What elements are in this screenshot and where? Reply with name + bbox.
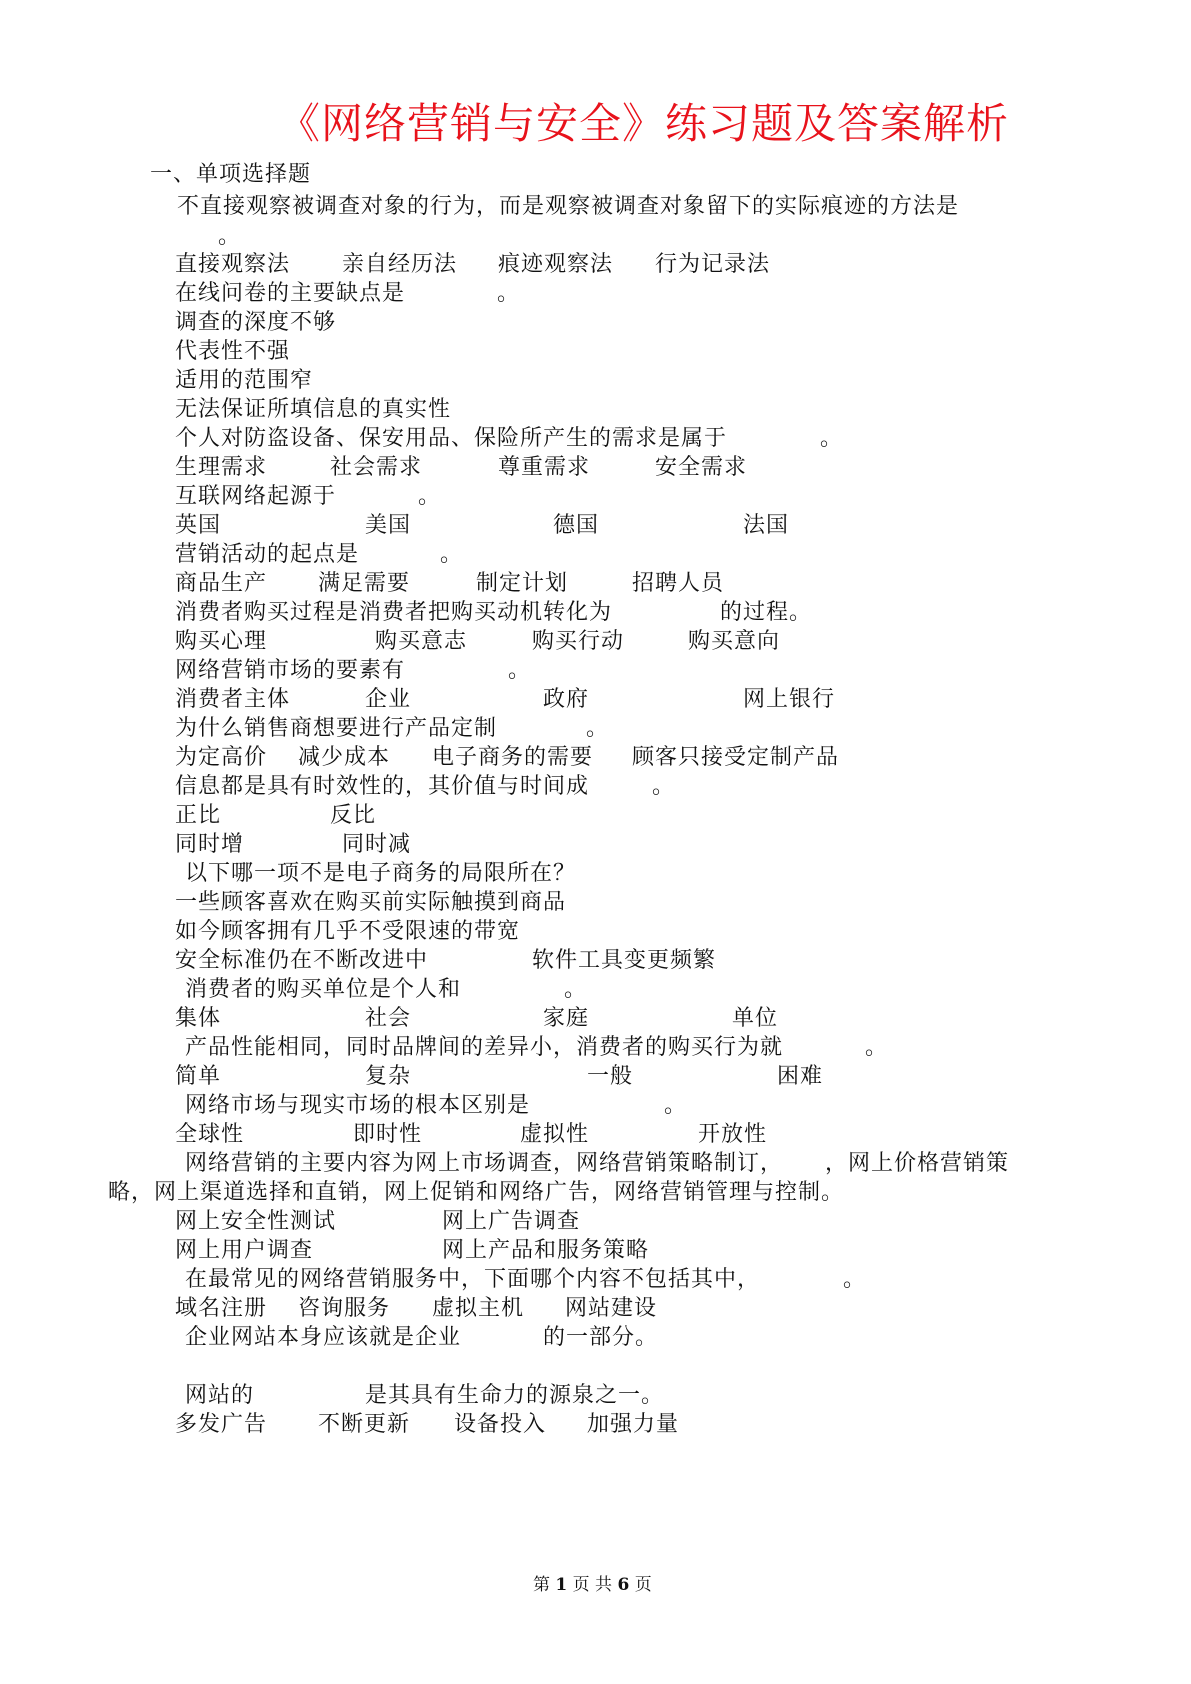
q8-option-d: 顾客只接受定制产品 <box>632 745 840 770</box>
q1-option-c: 痕迹观察法 <box>498 252 614 277</box>
q6-option-c: 购买行动 <box>532 629 625 654</box>
q14-option-c: 网上用户调查 <box>175 1238 314 1263</box>
question-10: 以下哪一项不是电子商务的局限所在？ <box>185 861 577 886</box>
q9-option-a: 正比 <box>175 803 222 828</box>
q1-option-a: 直接观察法 <box>175 252 291 277</box>
q14-option-d: 网上产品和服务策略 <box>442 1238 650 1263</box>
q8-option-c: 电子商务的需要 <box>432 745 594 770</box>
q6-option-b: 购买意志 <box>375 629 468 654</box>
q17-option-a: 多发广告 <box>175 1412 268 1437</box>
question-12: 产品性能相同，同时品牌间的差异小，消费者的购买行为就 <box>185 1035 784 1060</box>
footer-suffix: 页 <box>634 1575 652 1595</box>
q5-option-d: 招聘人员 <box>632 571 725 596</box>
q5-option-c: 制定计划 <box>476 571 569 596</box>
question-5: 营销活动的起点是 <box>175 542 360 567</box>
q10-option-b: 如今顾客拥有几乎不受限速的带宽 <box>175 919 521 944</box>
q7-option-d: 网上银行 <box>743 687 836 712</box>
question-12-end: 。 <box>865 1035 889 1060</box>
q10-option-d: 软件工具变更频繁 <box>532 948 717 973</box>
question-14: 网络营销的主要内容为网上市场调查，网络营销策略制订， <box>185 1151 784 1176</box>
q11-option-c: 家庭 <box>543 1006 590 1031</box>
footer-prefix: 第 <box>533 1575 550 1595</box>
question-13-end: 。 <box>664 1093 688 1118</box>
q11-option-b: 社会 <box>365 1006 412 1031</box>
q4-option-c: 德国 <box>553 513 600 538</box>
q9-option-b: 反比 <box>330 803 377 828</box>
q1-option-b: 亲自经历法 <box>342 252 458 277</box>
q12-option-d: 困难 <box>777 1064 824 1089</box>
q17-option-d: 加强力量 <box>587 1412 680 1437</box>
question-7-end: 。 <box>508 658 532 683</box>
question-11: 消费者的购买单位是个人和 <box>185 977 462 1002</box>
question-3-end: 。 <box>820 426 844 451</box>
question-11-end: 。 <box>564 977 588 1002</box>
question-15: 在最常见的网络营销服务中，下面哪个内容不包括其中， <box>185 1267 761 1292</box>
q2-option-a: 调查的深度不够 <box>175 310 337 335</box>
q6-option-a: 购买心理 <box>175 629 268 654</box>
q10-option-c: 安全标准仍在不断改进中 <box>175 948 429 973</box>
q14-option-a: 网上安全性测试 <box>175 1209 337 1234</box>
q13-option-c: 虚拟性 <box>520 1122 590 1147</box>
q15-option-c: 虚拟主机 <box>432 1296 525 1321</box>
question-9: 信息都是具有时效性的，其价值与时间成 <box>175 774 590 799</box>
question-16-end: 的一部分。 <box>543 1325 659 1350</box>
section-heading: 一、单项选择题 <box>150 162 312 187</box>
question-14-line-2: 略，网上渠道选择和直销，网上促销和网络广告，网络营销管理与控制。 <box>108 1180 845 1205</box>
q14-option-b: 网上广告调查 <box>442 1209 581 1234</box>
question-14-mid: ，网上价格营销策 <box>825 1151 1010 1176</box>
q3-option-c: 尊重需求 <box>498 455 591 480</box>
q13-option-a: 全球性 <box>175 1122 245 1147</box>
q8-option-b: 减少成本 <box>298 745 391 770</box>
q4-option-a: 英国 <box>175 513 222 538</box>
q7-option-b: 企业 <box>365 687 412 712</box>
q11-option-a: 集体 <box>175 1006 222 1031</box>
q7-option-a: 消费者主体 <box>175 687 291 712</box>
q6-option-d: 购买意向 <box>688 629 781 654</box>
q1-option-d: 行为记录法 <box>655 252 771 277</box>
question-7: 网络营销市场的要素有 <box>175 658 406 683</box>
q5-option-a: 商品生产 <box>175 571 268 596</box>
total-page-count: 6 <box>617 1575 630 1595</box>
q17-option-b: 不断更新 <box>318 1412 411 1437</box>
question-5-end: 。 <box>440 542 464 567</box>
q17-option-c: 设备投入 <box>454 1412 547 1437</box>
q2-option-b: 代表性不强 <box>175 339 291 364</box>
q15-option-a: 域名注册 <box>175 1296 268 1321</box>
current-page-number: 1 <box>555 1575 568 1595</box>
q10-option-a: 一些顾客喜欢在购买前实际触摸到商品 <box>175 890 567 915</box>
question-2: 在线问卷的主要缺点是 <box>175 281 406 306</box>
q15-option-d: 网站建设 <box>565 1296 658 1321</box>
q15-option-b: 咨询服务 <box>298 1296 391 1321</box>
q4-option-d: 法国 <box>743 513 790 538</box>
q3-option-b: 社会需求 <box>330 455 423 480</box>
q12-option-a: 简单 <box>175 1064 222 1089</box>
question-3: 个人对防盗设备、保安用品、保险所产生的需求是属于 <box>175 426 728 451</box>
question-1: 不直接观察被调查对象的行为，而是观察被调查对象留下的实际痕迹的方法是 <box>177 194 960 219</box>
question-17-end: 是其具有生命力的源泉之一。 <box>365 1383 665 1408</box>
question-8-end: 。 <box>586 716 610 741</box>
question-1-end: 。 <box>218 224 242 249</box>
question-15-end: 。 <box>843 1267 867 1292</box>
q2-option-c: 适用的范围窄 <box>175 368 314 393</box>
question-6-end: 的过程。 <box>720 600 813 625</box>
question-6: 消费者购买过程是消费者把购买动机转化为 <box>175 600 613 625</box>
page-number-footer <box>533 1574 652 1596</box>
q7-option-c: 政府 <box>543 687 590 712</box>
q12-option-b: 复杂 <box>365 1064 412 1089</box>
question-9-end: 。 <box>652 774 676 799</box>
q5-option-b: 满足需要 <box>318 571 411 596</box>
q8-option-a: 为定高价 <box>175 745 268 770</box>
question-13: 网络市场与现实市场的根本区别是 <box>185 1093 531 1118</box>
q9-option-d: 同时减 <box>342 832 412 857</box>
q3-option-a: 生理需求 <box>175 455 268 480</box>
q9-option-c: 同时增 <box>175 832 245 857</box>
question-17: 网站的 <box>185 1383 255 1408</box>
footer-middle: 页 共 <box>572 1575 613 1595</box>
question-4-end: 。 <box>418 484 442 509</box>
q2-option-d: 无法保证所填信息的真实性 <box>175 397 452 422</box>
q12-option-c: 一般 <box>587 1064 634 1089</box>
q13-option-b: 即时性 <box>353 1122 423 1147</box>
q3-option-d: 安全需求 <box>655 455 748 480</box>
question-8: 为什么销售商想要进行产品定制 <box>175 716 498 741</box>
q11-option-d: 单位 <box>732 1006 779 1031</box>
q4-option-b: 美国 <box>365 513 412 538</box>
question-4: 互联网络起源于 <box>175 484 337 509</box>
question-16: 企业网站本身应该就是企业 <box>185 1325 462 1350</box>
document-title: 《网络营销与安全》练习题及答案解析 <box>278 99 1010 148</box>
question-2-end: 。 <box>497 281 521 306</box>
q13-option-d: 开放性 <box>698 1122 768 1147</box>
